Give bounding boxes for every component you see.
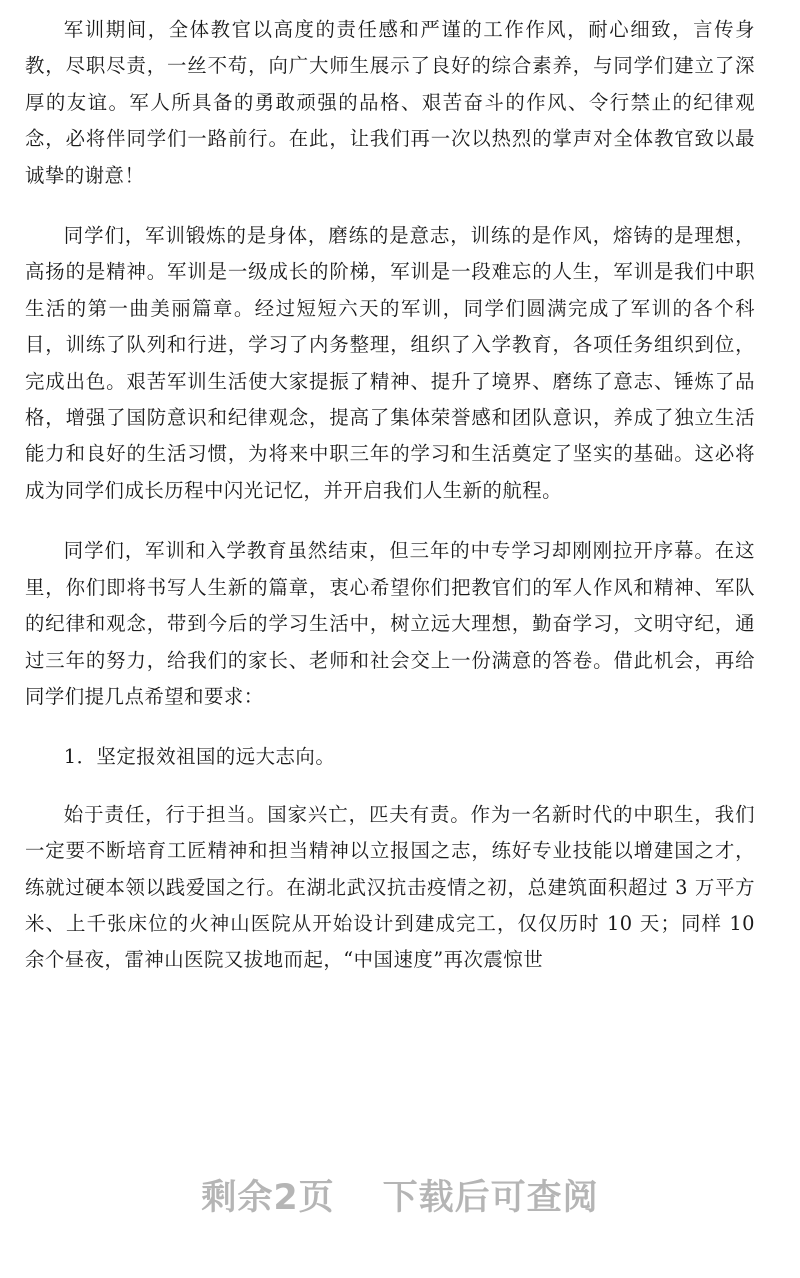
paragraph-instructors: 军训期间，全体教官以高度的责任感和严谨的工作作风，耐心细致，言传身教，尽职尽责，一丝不苟，向广大师生展示了良好的综合素养，与同学们建立了深厚的友谊。军人所具备的勇敢顽强的品格、艰苦奋斗的作风、令行禁止的纪律观念，必将伴同学们一路前行。在此，让我们再一次以热烈的掌声对全体教官致以最诚挚的谢意！ (25, 18, 755, 187)
paragraph-expectations: 同学们，军训和入学教育虽然结束，但三年的中专学习却刚刚拉开序幕。在这里，你们即将书写人生新的篇章，衷心希望你们把教官们的军人作风和精神、军队的纪律和观念，带到今后的学习生活中，树立远大理想，勤奋学习，文明守纪，通过三年的努力，给我们的家长、老师和社会交上一份满意的答卷。借此机会，再给同学们提几点希望和要求： (25, 539, 755, 708)
remaining-pages-label: 剩余2页 (201, 1178, 335, 1218)
document-body (25, 12, 755, 979)
paragraph-military-training: 同学们，军训锻炼的是身体，磨练的是意志，训练的是作风，熔铸的是理想，高扬的是精神。军训是一级成长的阶梯，军训是一段难忘的人生，军训是我们中职生活的第一曲美丽篇章。经过短短六天的军训，同学们圆满完成了军训的各个科目，训练了队列和行进，学习了内务整理，组织了入学教育，各项任务组织到位，完成出色。艰苦军训生活使大家提振了精神、提升了境界、磨练了意志、锤炼了品格，增强了国防意识和纪律观念，提高了集体荣誉感和团队意识，养成了独立生活能力和良好的生活习惯，为将来中职三年的学习和生活奠定了坚实的基础。这必将成为同学们成长历程中闪光记忆，并开启我们人生新的航程。 (25, 224, 755, 502)
download-hint-label: 下载后可查阅 (382, 1178, 599, 1218)
download-banner[interactable] (0, 1170, 800, 1220)
paragraph-responsibility: 始于责任，行于担当。国家兴亡，匹夫有责。作为一名新时代的中职生，我们一定要不断培育工匠精神和担当精神以立报国之志，练好专业技能以增建国之才，练就过硬本领以践爱国之行。在湖北武汉抗击疫情之初，总建筑面积超过 3 万平方米、上千张床位的火神山医院从开始设计到建成完工，仅仅历时 10 天；同样 10 余个昼夜，雷神山医院又拔地而起，“中国速度”再次震惊世 (25, 802, 755, 972)
list-item-1: 1．坚定报效祖国的远大志向。 (63, 745, 336, 769)
